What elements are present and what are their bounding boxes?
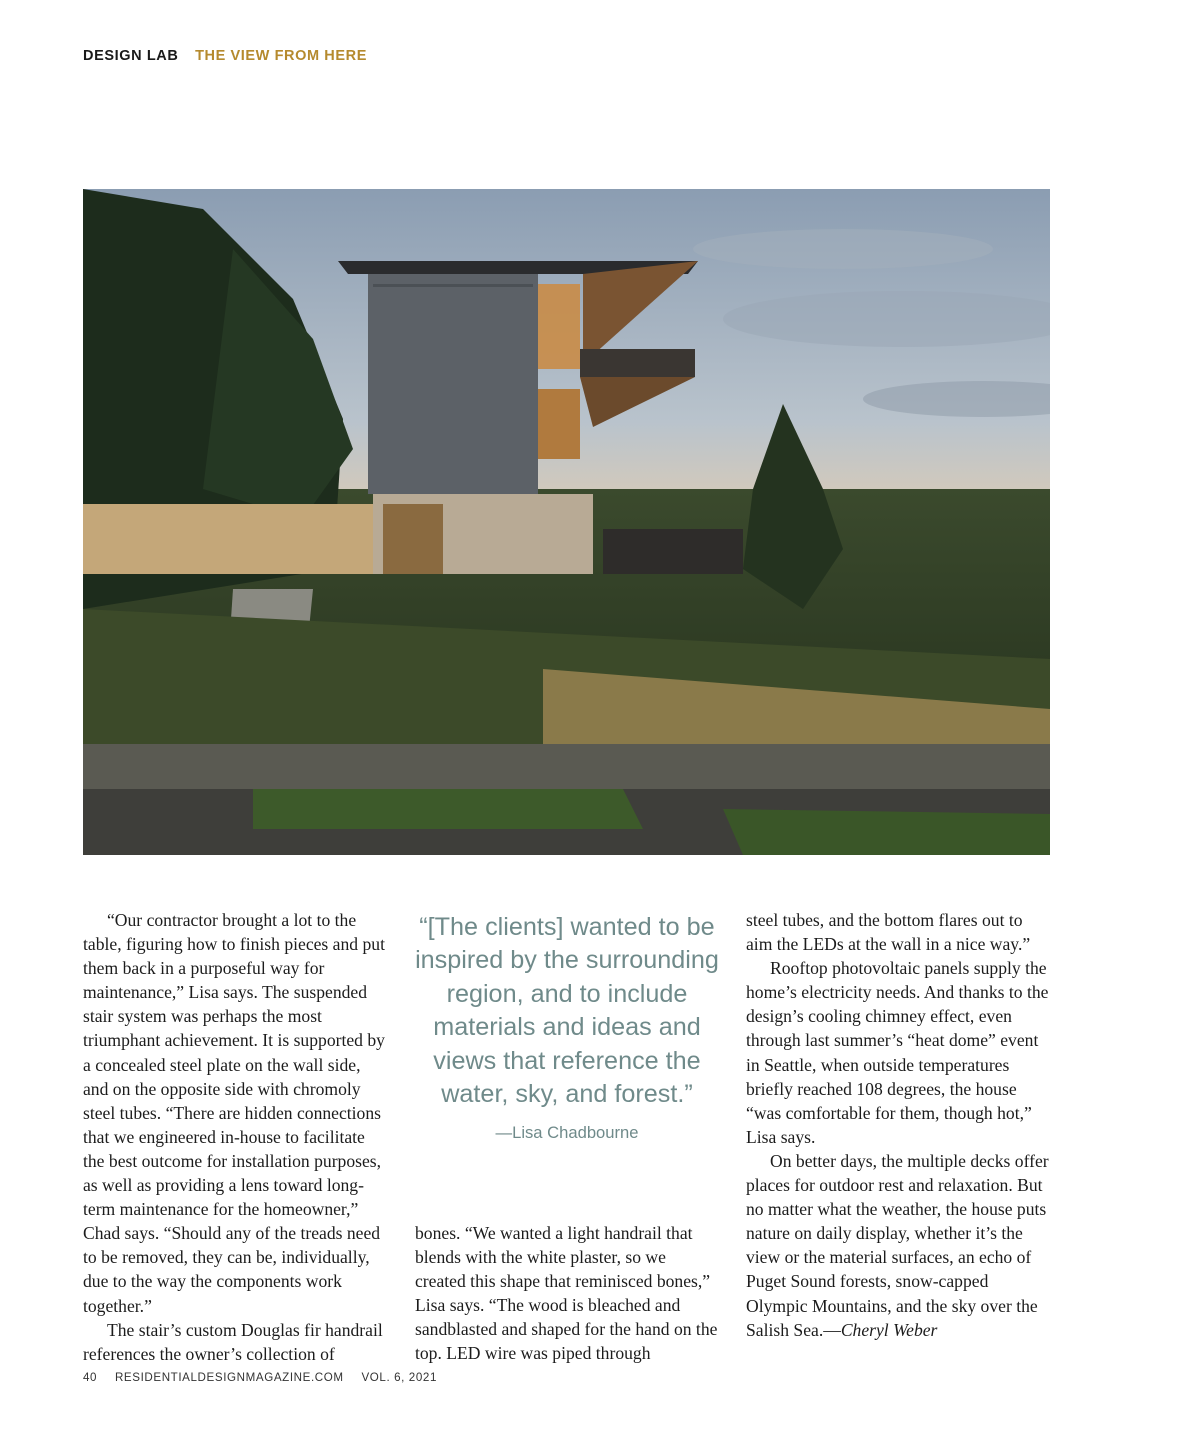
page-number: 40 — [83, 1371, 98, 1384]
paragraph: Rooftop photovoltaic panels supply the home’s electricity needs. And thanks to the design’s cooling chimney effect, even through last summer’s “heat dome” event in Seattle, when outside temperatures briefly reached 108 degrees, the house “was comfortable for them, though hot,” Lisa says. — [746, 958, 1049, 1147]
article-column-2 — [415, 1221, 721, 1366]
deck — [580, 349, 695, 377]
pull-quote-attribution: —Lisa Chadbourne — [495, 1123, 639, 1143]
issue-volume: VOL. 6, 2021 — [361, 1371, 437, 1384]
paragraph-text: On better days, the multiple decks offer places for outdoor rest and relaxation. But no matter what the weather, the house puts nature on daily display, whether it’s the view or the material surfaces, an echo of Puget Sound forests, snow-capped Olympic Mountains, and the sky over the Salish Sea. — [746, 1150, 1049, 1340]
house-photo — [83, 189, 1050, 855]
glazing — [538, 284, 580, 369]
pull-quote — [415, 911, 719, 1143]
paragraph: “Our contractor brought a lot to the table, figuring how to finish pieces and put them back in a purposeful way for maintenance,” Lisa says. The suspended stair system was perhaps the most triumphant achievement. It is supported by a concealed steel plate on the wall side, and on the opposite side with chromoly steel tubes. “There are hidden connections that we engineered in-house to facilitate the best outcome for installation purposes, as well as providing a lens toward long-term maintenance for the homeowner,” Chad says. “Should any of the treads need to be removed, they can be, individually, due to the way the components work together.” — [83, 910, 385, 1316]
article-title-label: THE VIEW FROM HERE — [195, 48, 367, 64]
paragraph: The stair’s custom Douglas fir handrail references the owner’s collection of — [83, 1319, 383, 1364]
fence — [603, 529, 743, 574]
article-column-1 — [83, 908, 387, 1366]
byline-dash: — — [823, 1319, 841, 1340]
upper-box — [368, 274, 538, 494]
page-footer — [83, 1371, 451, 1384]
paragraph — [746, 1149, 1052, 1342]
running-header — [83, 48, 367, 64]
author-byline: Cheryl Weber — [840, 1319, 938, 1340]
magazine-website: RESIDENTIALDESIGNMAGAZINE.COM — [114, 1371, 344, 1384]
section-label: DESIGN LAB — [83, 48, 179, 64]
paragraph: steel tubes, and the bottom flares out to aim the LEDs at the wall in a nice way.” — [746, 910, 1031, 955]
article-column-3 — [746, 908, 1052, 1342]
pull-quote-text: “[The clients] wanted to be inspired by the surrounding region, and to include materials and ideas and views that reference the water, sky, and forest.” — [415, 913, 719, 1109]
paragraph: bones. “We wanted a light handrail that blends with the white plaster, so we created this shape that reminisced bones,” Lisa says. “The wood is bleached and sandblasted and shaped for the hand on the top. LED wire was piped through — [415, 1223, 718, 1364]
